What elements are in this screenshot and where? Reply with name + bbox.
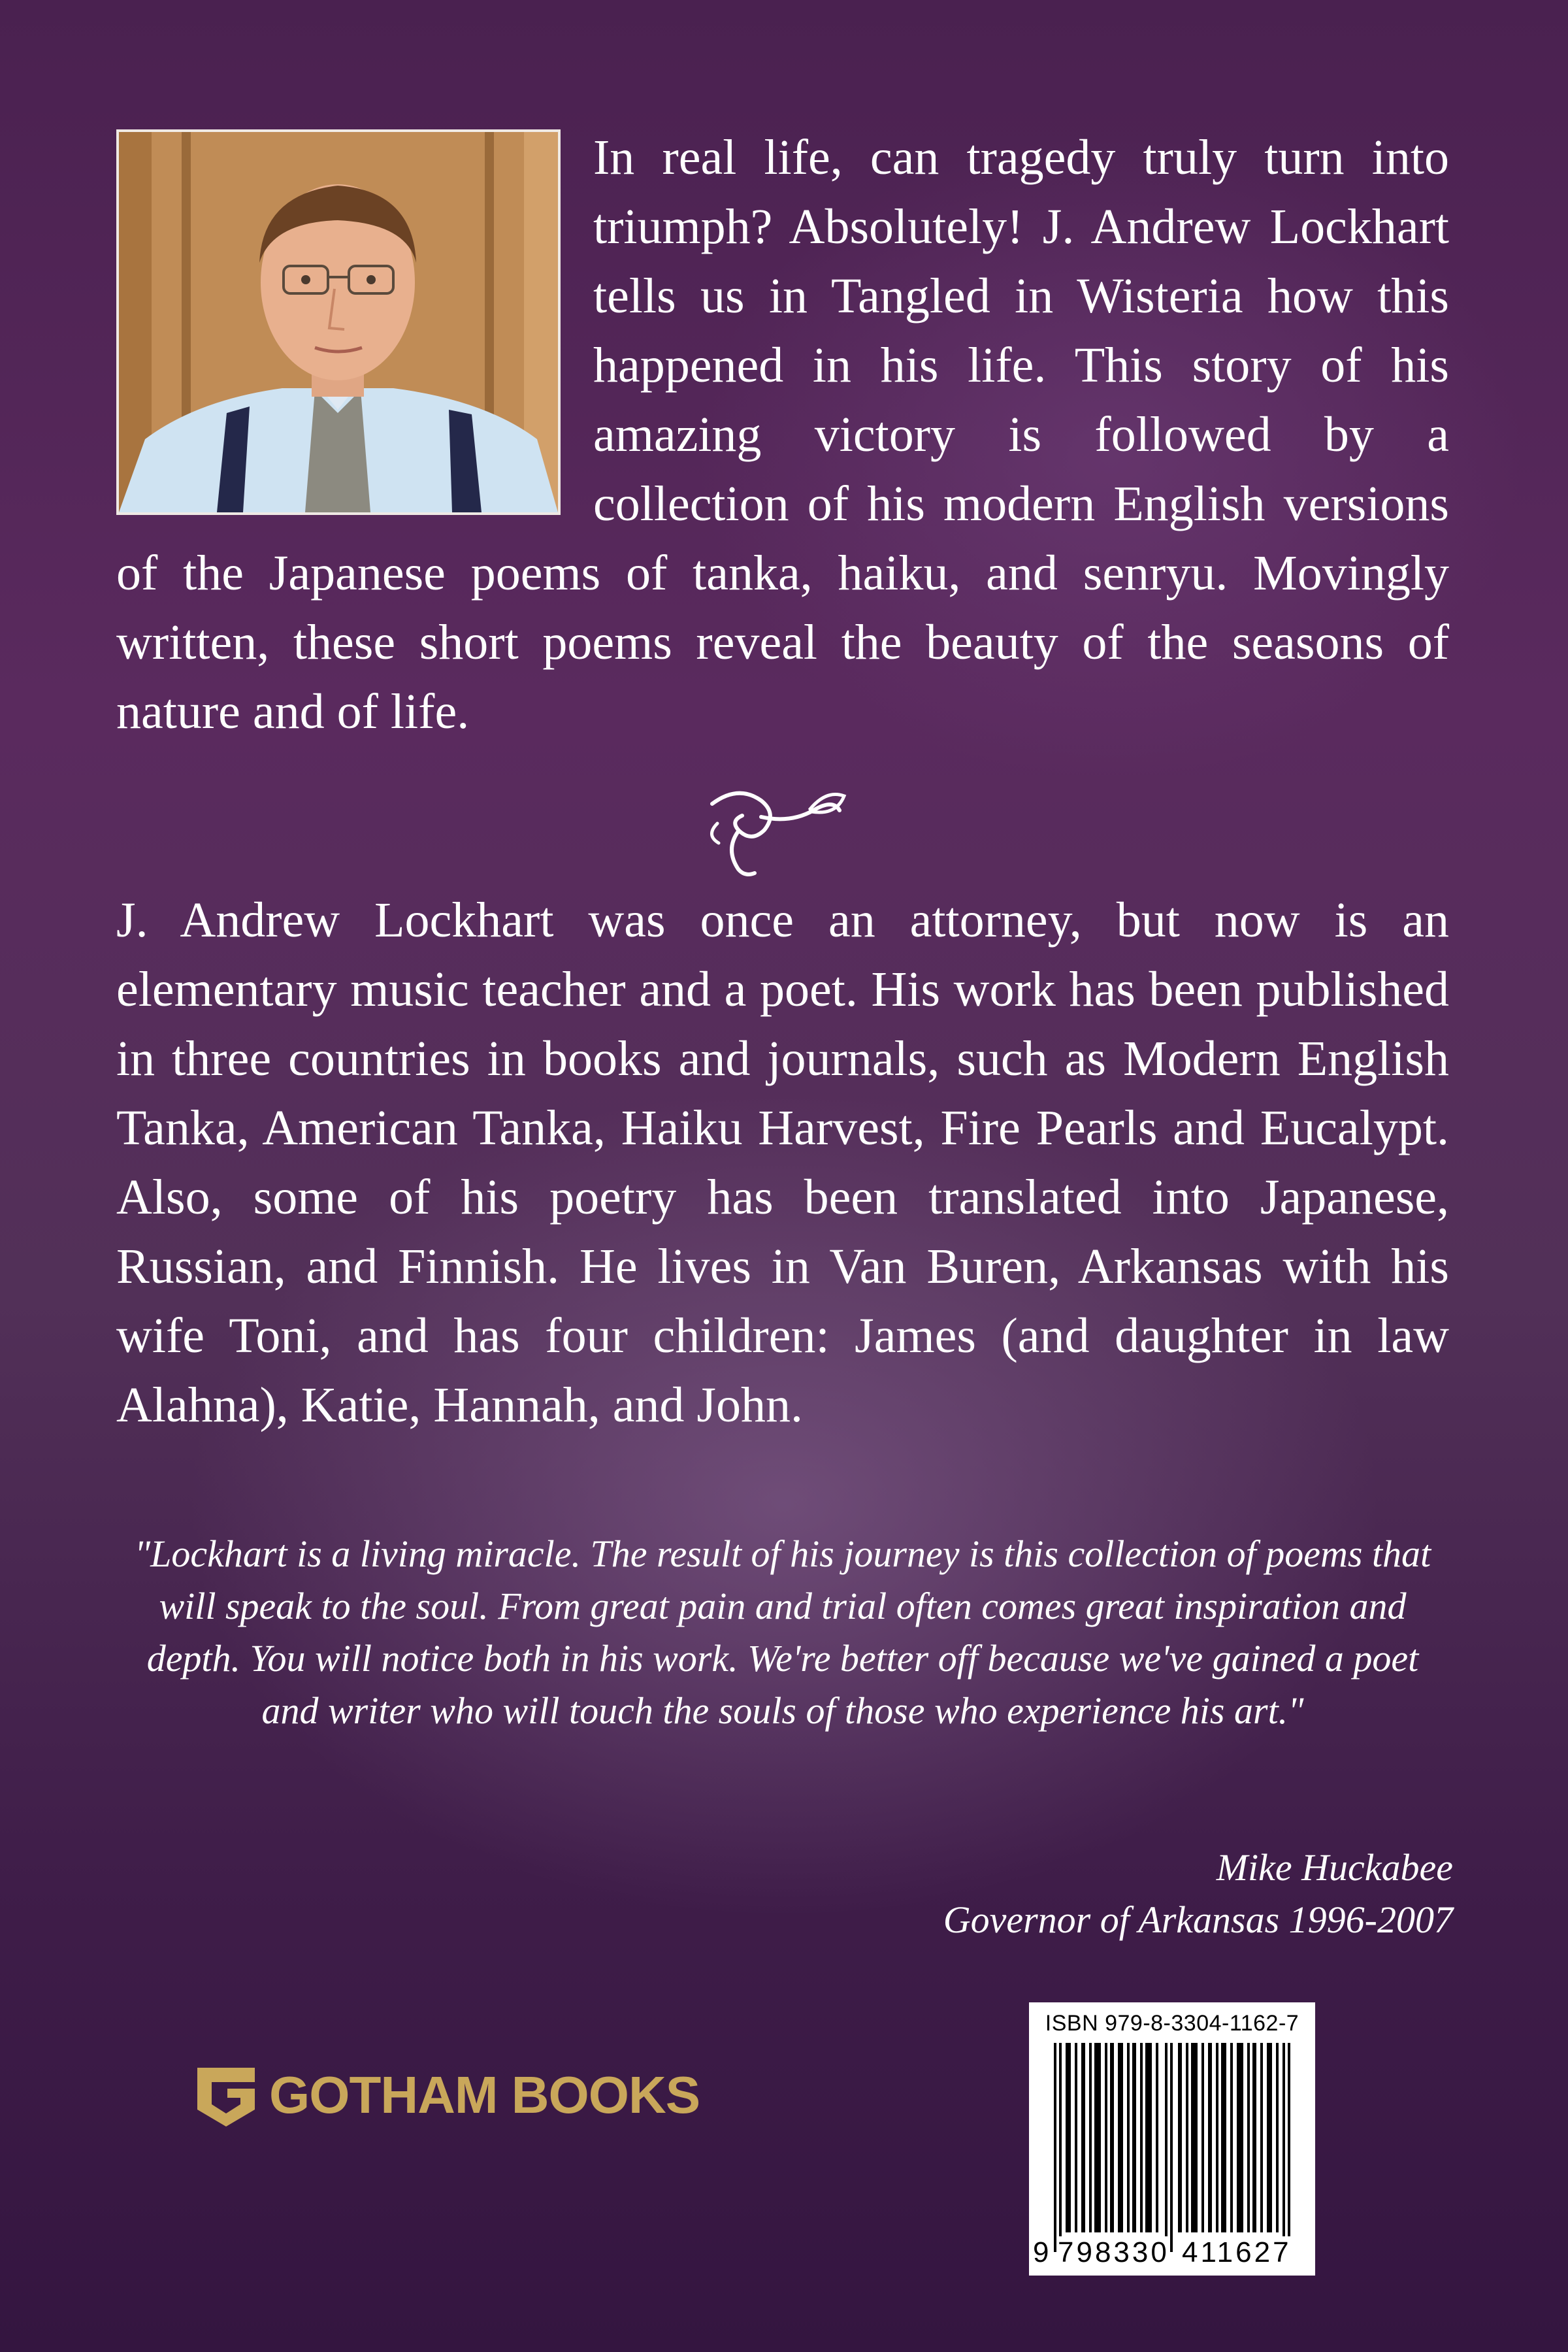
flourish-ornament-icon: [699, 778, 849, 882]
publisher-logo: [193, 2062, 700, 2128]
barcode-bars: [1045, 2043, 1299, 2252]
author-bio: J. Andrew Lockhart was once an attorney, but now is an elementary music teacher and a poet. His work has been published in three countries in books and journals, such as Modern English Tanka, American Tanka, Haiku Harvest, Fire Pearls and Eucalypt. Also, some of his poetry has been translated into Japanese, Russian, and Finnish. He lives in Van Buren, Arkansas with his wife Toni, and has four children: James (and daughter in law Alahna), Katie, Hannah, and John.: [116, 893, 1449, 1433]
isbn-label: ISBN 979-8-3304-1162-7: [1045, 2011, 1299, 2036]
publisher-name: GOTHAM BOOKS: [269, 2066, 700, 2124]
barcode-digits-right: 411627: [1182, 2236, 1292, 2268]
book-blurb: [116, 123, 1449, 746]
endorsement-quote: "Lockhart is a living miracle. The result of his journey is this collection of poems that will speak to the soul. From great pain and trial often comes great inspiration and depth. You will notice both in his work. We're better off because we've gained a poet and writer who will touch the souls of those who experience his art.": [134, 1532, 1431, 1732]
blurb-text: In real life, can tragedy truly turn into triumph? Absolutely! J. Andrew Lockhart tells us in Tangled in Wisteria how this happened in his life. This story of his amazing victory is followed by a collection of his modern English versions of the Japanese poems of tanka, haiku, and senryu. Movingly written, these short poems reveal the beauty of the seasons of nature and of life.: [116, 130, 1449, 739]
barcode-digits: [1033, 2236, 1311, 2269]
barcode-digits-left: 798330: [1058, 2236, 1169, 2268]
barcode-digit-first: 9: [1033, 2236, 1049, 2268]
endorser-title: Governor of Arkansas 1996-2007: [943, 1898, 1453, 1941]
isbn-barcode: [1029, 2002, 1315, 2276]
endorser-name: Mike Huckabee: [1216, 1846, 1453, 1889]
publisher-g-icon: [193, 2064, 259, 2127]
photo-text-wrap-spacer: [116, 123, 593, 525]
